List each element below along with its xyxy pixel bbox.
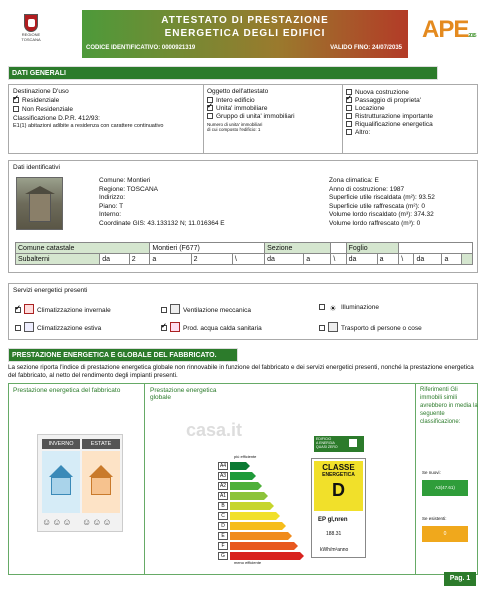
energy-class-bar: [230, 502, 274, 510]
foglio-label: Foglio: [346, 243, 399, 254]
subalterni-a-value: 2: [191, 254, 232, 265]
locazione-checkbox[interactable]: [346, 105, 352, 111]
unita-checkbox[interactable]: [207, 105, 213, 111]
locazione-label: Locazione: [355, 105, 385, 112]
seasons-panel: [37, 434, 123, 532]
anno-costruzione: Anno di costruzione: 1987: [329, 185, 405, 193]
prestazione-box: [8, 383, 478, 575]
energy-class-bar: [230, 492, 268, 500]
energy-class-label: A3: [219, 473, 227, 479]
inverno-rating-icons: ☺☺☺: [42, 517, 73, 527]
sep: \: [399, 254, 414, 265]
region-logo: [18, 14, 44, 42]
acs-label: Prod. acqua calda sanitaria: [183, 325, 262, 332]
clima-est-checkbox[interactable]: [15, 325, 21, 331]
passaggio-label: Passaggio di proprieta': [355, 97, 421, 104]
dati-identificativi-title: Dati identificativi: [13, 164, 60, 171]
energy-class-row: [218, 461, 308, 471]
non-residenziale-label: Non Residenziale: [22, 106, 73, 113]
trasporto-label: Trasporto di persone o cose: [341, 325, 422, 332]
energy-class-label: E: [218, 532, 228, 540]
energy-class-label: A4: [219, 463, 227, 469]
motivazione-col: [346, 89, 476, 136]
energy-class-bar: [230, 552, 304, 560]
title-line2: ENERGETICA DEGLI EDIFICI: [164, 28, 326, 39]
energy-class-row: [218, 501, 308, 511]
superficie-raffrescata: Superficie utile raffrescata (m²): 0: [329, 202, 425, 210]
energy-class-row: [218, 521, 308, 531]
ep-unit: kWh/m²anno: [320, 547, 349, 553]
energy-class-bar: [230, 532, 292, 540]
energy-class-bar: [230, 522, 286, 530]
subalterni-a: a: [377, 254, 399, 265]
ape-logo-sub: 2015: [468, 33, 476, 39]
sep: \: [331, 254, 346, 265]
indirizzo: Indirizzo:: [99, 194, 126, 201]
energy-class-bar: [230, 462, 250, 470]
page-number: Pag. 1: [444, 572, 476, 586]
comune: Comune: Montieri: [99, 177, 151, 184]
classe-value: D: [332, 480, 345, 500]
subalterni-a: a: [150, 254, 191, 265]
air-conditioner-icon: [24, 322, 34, 332]
oggetto-title: Oggetto dell'attestato: [207, 88, 269, 95]
piu-efficiente-label: più efficiente: [234, 454, 257, 459]
classe-box: [314, 461, 363, 511]
energy-class-row: [218, 471, 308, 481]
classe-panel: [311, 458, 366, 558]
divider: [203, 85, 204, 153]
energy-class-label: D: [218, 522, 228, 530]
clima-inv-label: Climatizzazione invernale: [37, 307, 111, 314]
subalterni-da: da: [265, 254, 304, 265]
comune-catastale-value: Montieri (F677): [150, 243, 265, 254]
altro-label: Altro:: [355, 129, 371, 136]
nuovi-value: A3(47.61): [422, 480, 468, 496]
inverno-house-icon: [42, 451, 80, 513]
lightbulb-icon: ☀: [329, 304, 337, 313]
prestazione-desc: La sezione riporta l'indice di prestazione energetica globale non rinnovabile in funzione del fabbricato e dei servizi energetici presenti, nonché la prestazione energetica del fabbricato, al netto del rendimento degli impianti presenti.: [8, 364, 474, 379]
energy-class-bar: [230, 512, 280, 520]
classe-label: CLASSE: [322, 463, 355, 472]
prestazione-header: [8, 348, 238, 362]
nuova-label: Nuova costruzione: [355, 89, 409, 96]
valid-until: VALIDO FINO: 24/07/2035: [330, 45, 402, 51]
unita-label: Unita' immobiliare: [216, 105, 268, 112]
energy-class-label: C: [218, 512, 228, 520]
nzeb-line2: A ENERGIA: [316, 441, 335, 445]
numero-line2: di cui composto l'edificio: 1: [207, 127, 261, 132]
nzeb-checkbox[interactable]: [349, 439, 357, 447]
estate-house-icon: [82, 451, 120, 513]
energy-class-label: A1: [219, 493, 227, 499]
watermark: casa.it: [186, 420, 243, 440]
regione: Regione: TOSCANA: [99, 185, 159, 193]
energy-class-label: G: [218, 552, 228, 560]
header-band: [82, 10, 408, 58]
identification-code: CODICE IDENTIFICATIVO: 0000921319: [86, 45, 196, 51]
dati-generali-box: [8, 84, 478, 154]
intero-label: Intero edificio: [216, 97, 255, 104]
building-photo: [16, 177, 63, 230]
energy-class-label: F: [218, 542, 228, 550]
energy-class-label: B: [218, 502, 228, 510]
piano: Piano: T: [99, 202, 124, 210]
fabbricato-panel: [9, 384, 145, 574]
subalterni-da-value: 2: [129, 254, 150, 265]
altro-checkbox[interactable]: [346, 129, 352, 135]
servizi-title: Servizi energetici presenti: [13, 287, 88, 294]
fabbricato-title: Prestazione energetica del fabbricato: [13, 387, 121, 394]
oggetto-col: [207, 88, 337, 132]
energy-class-row: [218, 551, 308, 561]
ep-label: EP gl,nren: [318, 517, 348, 523]
residenziale-label: Residenziale: [22, 97, 60, 104]
energy-class-row: [218, 511, 308, 521]
riqualificazione-label: Riqualificazione energetica: [355, 121, 433, 128]
energy-class-row: [218, 481, 308, 491]
se-nuovi-label: Se nuovi:: [422, 470, 441, 475]
energy-class-bar: [230, 542, 298, 550]
interno: Interno:: [99, 211, 122, 218]
title-line1: ATTESTATO DI PRESTAZIONE: [161, 15, 329, 26]
energetica-label: ENERGETICA: [322, 472, 355, 478]
vent-label: Ventilazione meccanica: [183, 307, 251, 314]
ristrutturazione-checkbox[interactable]: [346, 113, 352, 119]
prestazione-title: PRESTAZIONE ENERGETICA E GLOBALE DEL FABBRICATO.: [12, 352, 217, 359]
servizi-box: [8, 283, 478, 340]
energy-class-label: A2: [219, 483, 227, 489]
energy-class-row: [218, 531, 308, 541]
esistenti-value: 0: [422, 526, 468, 542]
nzeb-line1: EDIFICIO: [316, 437, 332, 441]
subalterni-da: da: [346, 254, 377, 265]
subalterni-a: a: [442, 254, 461, 265]
vent-checkbox[interactable]: [161, 307, 167, 313]
subalterni-a: a: [304, 254, 331, 265]
region-crest-icon: [24, 14, 38, 32]
energy-class-bar: [230, 472, 256, 480]
passaggio-checkbox[interactable]: [346, 97, 352, 103]
energy-class-row: [218, 491, 308, 501]
gruppo-label: Gruppo di unita' immobiliari: [216, 113, 295, 120]
dati-identificativi-box: [8, 160, 478, 273]
subalterni-label: Subalterni: [16, 254, 100, 265]
energy-scale: [218, 461, 308, 561]
globale-panel: [146, 384, 392, 574]
classificazione-label: Classificazione D.P.R. 412/93:: [13, 115, 100, 122]
meno-efficiente-label: meno efficiente: [234, 560, 262, 565]
fan-icon: [170, 304, 180, 314]
comune-catastale-label: Comune catastale: [16, 243, 150, 254]
superficie-riscaldata: Superficie utile riscaldata (m²): 93.52: [329, 194, 435, 201]
globale-title: Prestazione energetica globale: [150, 387, 217, 401]
trasporto-checkbox[interactable]: [319, 325, 325, 331]
coordinate: Coordinate GIS: 43.133132 N; 11.016364 E: [99, 219, 225, 227]
ep-value: 188.31: [326, 531, 342, 537]
subalterni-da: da: [414, 254, 442, 265]
dati-generali-header: [8, 66, 438, 80]
se-esistenti-label: Se esistenti:: [422, 516, 447, 521]
building-info: [329, 177, 435, 228]
region-name: REGIONE TOSCANA: [21, 32, 41, 42]
inverno-label: INVERNO: [42, 439, 80, 449]
volume-riscaldato: Volume lordo riscaldato (m³): 374.32: [329, 211, 434, 218]
volume-raffrescato: Volume lordo raffrescato (m³): 0: [329, 219, 421, 227]
subalterni-da: da: [100, 254, 130, 265]
estate-rating-icons: ☺☺☺: [82, 517, 113, 527]
radiator-icon: [24, 304, 34, 314]
destinazione-col: [13, 88, 203, 129]
hot-water-icon: [170, 322, 180, 332]
clima-inv-checkbox[interactable]: [15, 307, 21, 313]
residenziale-checkbox[interactable]: [13, 97, 19, 103]
energy-class-row: [218, 541, 308, 551]
clima-est-label: Climatizzazione estiva: [37, 325, 102, 332]
energy-class-bar: [230, 482, 262, 490]
estate-label: ESTATE: [82, 439, 120, 449]
catasto-table: [15, 242, 473, 265]
divider: [342, 85, 343, 153]
acs-checkbox[interactable]: [161, 325, 167, 331]
nzeb-line3: QUASI ZERO: [316, 445, 338, 449]
gruppo-checkbox[interactable]: [207, 113, 213, 119]
dati-generali-title: DATI GENERALI: [12, 70, 66, 77]
non-residenziale-checkbox[interactable]: [13, 106, 19, 112]
sezione-label: Sezione: [265, 243, 331, 254]
illum-checkbox[interactable]: [319, 304, 325, 310]
classificazione-desc: E1(1) abitazioni adibite a residenza con carattere continuativo: [13, 123, 164, 129]
sep: \: [232, 254, 264, 265]
riqualificazione-checkbox[interactable]: [346, 121, 352, 127]
illum-label: Illuminazione: [341, 304, 379, 311]
ape-logo-text: APE: [422, 16, 469, 43]
numero-line1: Numero di unita' immobiliari: [207, 122, 263, 127]
destinazione-title: Destinazione D'uso: [13, 88, 69, 95]
location-info: [99, 177, 225, 228]
ristrutturazione-label: Ristrutturazione importante: [355, 113, 434, 120]
ape-logo: [422, 16, 475, 44]
elevator-icon: [328, 322, 338, 332]
riferimenti-panel: [415, 384, 477, 574]
riferimenti-text: Riferimenti Gli immobili simili avrebbero in media la seguente classificazione:: [420, 387, 478, 425]
zona-climatica: Zona climatica: E: [329, 177, 379, 184]
